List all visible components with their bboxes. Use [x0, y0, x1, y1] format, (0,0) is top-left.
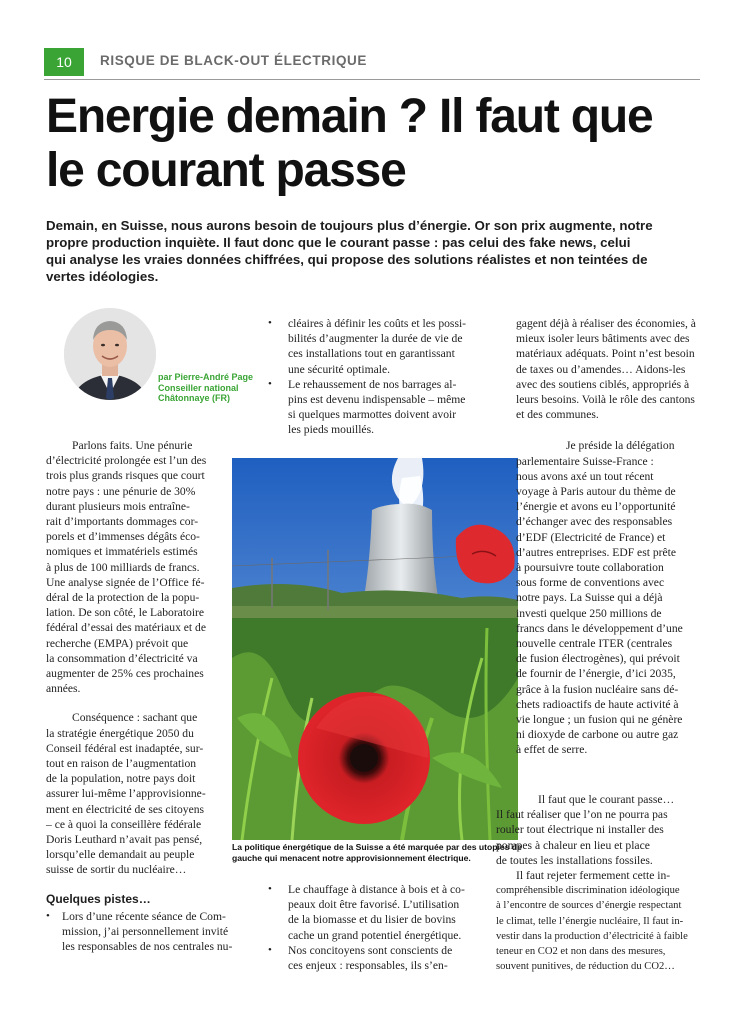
caption-line: La politique énergétique de la Suisse a été marquée par des utopies de — [232, 842, 522, 852]
text-line: mieux isoler leurs bâtiments avec des — [516, 332, 690, 346]
text-line: nomiques et immatériels estimés — [46, 545, 198, 559]
subheading: Quelques pistes… — [46, 891, 151, 906]
text-line: leurs besoins. Voilà le rôle des cantons — [516, 393, 695, 407]
text-line: si quelques marmottes doivent avoir — [288, 408, 457, 422]
author-portrait — [64, 308, 156, 400]
text-line: d’autres entreprises. EDF est prête — [516, 545, 677, 559]
text-line: grâce à la fusion nucléaire sans dé- — [516, 682, 679, 696]
author-name: par Pierre-André Page — [158, 372, 254, 382]
text-line: avec des soutiens ciblés, appropriés à — [516, 377, 690, 391]
text-line: fédéral d’essai des matériaux et de — [46, 621, 206, 635]
column-3 — [516, 316, 704, 758]
list-item — [268, 882, 484, 943]
text-line: ces enjeux : responsables, ils s’en- — [288, 959, 448, 973]
text-line: Parlons faits. Une pénurie — [72, 439, 193, 452]
headline-line-2: le courant passe — [46, 144, 406, 197]
bullet-list — [268, 316, 484, 377]
text-line: lation. De son côté, le Laboratoire — [46, 606, 205, 620]
text-line: tout en raison de l’augmentation — [46, 757, 197, 771]
list-item — [46, 909, 233, 955]
header-rule — [44, 79, 700, 80]
text-line: chets radioactifs de haute activité à — [516, 697, 679, 711]
text-line: trois plus grands risques que court — [46, 469, 205, 483]
text-line: francs dans le développement d’une — [516, 621, 683, 635]
text-line: suisse de sortir du nucléaire… — [46, 863, 187, 877]
text-line: ni dioxyde de carbone ou autre gaz — [516, 728, 679, 742]
text-line: rait d’importants dommages cor- — [46, 515, 199, 529]
text-line: pins est devenu indispensable – même — [288, 393, 466, 407]
text-line: le climat, telle l’énergie nucléaire, Il faut in- — [496, 915, 684, 927]
text-line: une sécurité optimale. — [288, 362, 391, 376]
lead-line: Demain, en Suisse, nous aurons besoin de toujours plus d’énergie. Or son prix augmente, notre — [46, 218, 653, 233]
text-line: compréhensible discrimination idéologique — [496, 885, 680, 897]
text-line: notre pays : une pénurie de 30% — [46, 484, 196, 498]
text-line: Il faut rejeter fermement cette in- — [516, 869, 671, 883]
text-line: durant plusieurs mois entraîne- — [46, 499, 190, 513]
caption-line: gauche qui menacent notre approvisionnement électrique. — [232, 852, 471, 863]
text-line: et des communes. — [516, 408, 599, 422]
text-line: lorsqu’elle demandait au peuple — [46, 848, 195, 862]
bullet-list — [46, 909, 233, 955]
text-line: Je préside la délégation — [566, 439, 675, 453]
text-line: de fusion électrogènes), qui prévoit — [516, 652, 680, 666]
text-line: à l’encontre de sources d’énergie respectant — [496, 900, 682, 912]
text-line: porels et d’immenses dégâts éco- — [46, 530, 200, 544]
list-item-continued — [268, 316, 484, 377]
text-line: augmenter de 25% ces prochaines — [46, 667, 204, 681]
paragraph — [516, 438, 704, 757]
text-line: d’EDF (Electricité de France) et — [516, 530, 666, 544]
text-line: de la biomasse et du lisier de bovins — [288, 913, 456, 927]
lead-line: propre production inquiète. Il faut donc que le courant passe : pas celui des fake news, celui — [46, 235, 631, 250]
text-line: • Nos concitoyens sont conscients de — [288, 943, 453, 957]
text-line: sous forme de conventions avec — [516, 576, 665, 590]
text-line: bilités d’augmenter la durée de vie de — [288, 332, 463, 346]
lead-line: qui analyse les vraies données chiffrées, qui propose des solutions réalistes et non teintées de — [46, 252, 648, 267]
author-location: Châtonnaye (FR) — [158, 393, 230, 403]
author-role: Conseiller national — [158, 382, 239, 393]
article-headline — [46, 90, 706, 198]
column-1 — [46, 438, 233, 955]
paragraph — [496, 792, 706, 974]
text-line: pompes à chaleur en lieu et place — [496, 838, 650, 852]
text-line: vestir dans la production d’électricité à faible — [496, 930, 688, 942]
text-line: cache un grand potentiel énergétique. — [288, 928, 462, 942]
text-line: teneur en CO2 et non dans des mesures, — [496, 946, 666, 958]
text-line: • Le rehaussement de nos barrages al- — [288, 377, 457, 391]
text-line: – ce à quoi la conseillère fédérale — [46, 817, 202, 831]
list-item — [268, 943, 484, 973]
text-line: l’énergie et avons eu l’opportunité — [516, 500, 676, 514]
text-line: • Le chauffage à distance à bois et à co- — [288, 883, 465, 896]
text-line: Conséquence : sachant que — [72, 711, 198, 725]
bullet-list — [268, 377, 484, 438]
bullet-list — [268, 882, 484, 973]
photo-caption — [232, 842, 522, 863]
text-line: recherche (EMPA) prévoit que — [46, 636, 189, 650]
text-line: vie longue ; un fusion qui ne génère — [516, 713, 683, 727]
article-lead — [46, 217, 702, 285]
text-line: d’électricité prolongée est l’un des — [46, 454, 207, 468]
column-2-top — [268, 316, 484, 438]
text-line: • Lors d’une récente séance de Com- — [62, 909, 226, 923]
text-line: ment en électricité de ses citoyens — [46, 802, 205, 816]
photo-illustration — [232, 458, 518, 840]
text-line: de fournir de l’énergie, d’ici 2035, — [516, 667, 676, 681]
list-item — [268, 377, 484, 438]
text-line: à plus de 100 milliards de francs. — [46, 560, 200, 574]
text-line: • cléaires à définir les coûts et les possi- — [288, 317, 467, 330]
author-byline — [158, 372, 253, 404]
column-3-bottom — [496, 792, 706, 974]
text-line: la stratégie énergétique 2050 du — [46, 726, 194, 740]
text-line: années. — [46, 682, 81, 696]
text-line: mission, j’ai personnellement invité — [62, 925, 229, 939]
column-2-bottom — [268, 882, 484, 973]
text-line: de la population, notre pays doit — [46, 772, 196, 786]
paragraph — [46, 438, 222, 453]
text-line: souvent punitives, de réduction du CO2… — [496, 961, 675, 973]
text-line: Il faut que le courant passe… — [538, 793, 675, 806]
text-line: gagent déjà à réaliser des économies, à — [516, 317, 696, 330]
text-line: peaux doit être favorisé. L’utilisation — [288, 898, 460, 912]
lead-line: vertes idéologies. — [46, 269, 159, 284]
text-line: les responsables de nos centrales nu- — [62, 940, 233, 954]
text-line: les pieds mouillés. — [288, 423, 374, 437]
text-line: déral de la protection de la popu- — [46, 591, 200, 605]
page-number: 10 — [44, 48, 84, 76]
text-line: voyage à Paris autour du thème de — [516, 485, 676, 499]
paragraph-body — [46, 453, 222, 696]
text-line: à poursuivre toute collaboration — [516, 561, 664, 575]
author-portrait-drawing — [64, 308, 156, 400]
text-line: de taxes ou d’amendes… Aidons-les — [516, 362, 686, 376]
text-line: notre pays. La Suisse qui a déjà — [516, 591, 663, 605]
text-line: parlementaire Suisse-France : — [516, 454, 654, 468]
text-line: rouler tout électrique ni installer des — [496, 823, 664, 837]
text-line: nouvelle centrale ITER (centrales — [516, 637, 673, 651]
text-line: de toutes les installations fossiles. — [496, 853, 653, 867]
text-line: Doris Leuthard n’avait pas pensé, — [46, 833, 203, 847]
text-line: matériaux adéquats. Point n’est besoin — [516, 347, 695, 361]
text-line: ces installations tout en garantissant — [288, 347, 455, 361]
text-line: d’échanger avec des responsables — [516, 515, 673, 529]
text-line: Il faut réaliser que l’on ne pourra pas — [496, 808, 668, 822]
text-line: nous avons axé un tout récent — [516, 469, 654, 483]
text-line: assurer lui-même l’approvisionne- — [46, 787, 206, 801]
paragraph — [46, 710, 222, 877]
text-line: investi quelque 250 millions de — [516, 606, 662, 620]
paragraph — [516, 316, 704, 422]
section-title: RISQUE DE BLACK-OUT ÉLECTRIQUE — [100, 53, 368, 68]
text-line: Une analyse signée de l’Office fé- — [46, 575, 205, 589]
text-line: Conseil fédéral est inadaptée, sur- — [46, 741, 204, 755]
power-plant-poppy-photo — [232, 458, 518, 840]
text-line: la consommation d’électricité va — [46, 651, 198, 665]
headline-line-1: Energie demain ? Il faut que — [46, 90, 653, 143]
text-line: à effet de serre. — [516, 743, 588, 757]
